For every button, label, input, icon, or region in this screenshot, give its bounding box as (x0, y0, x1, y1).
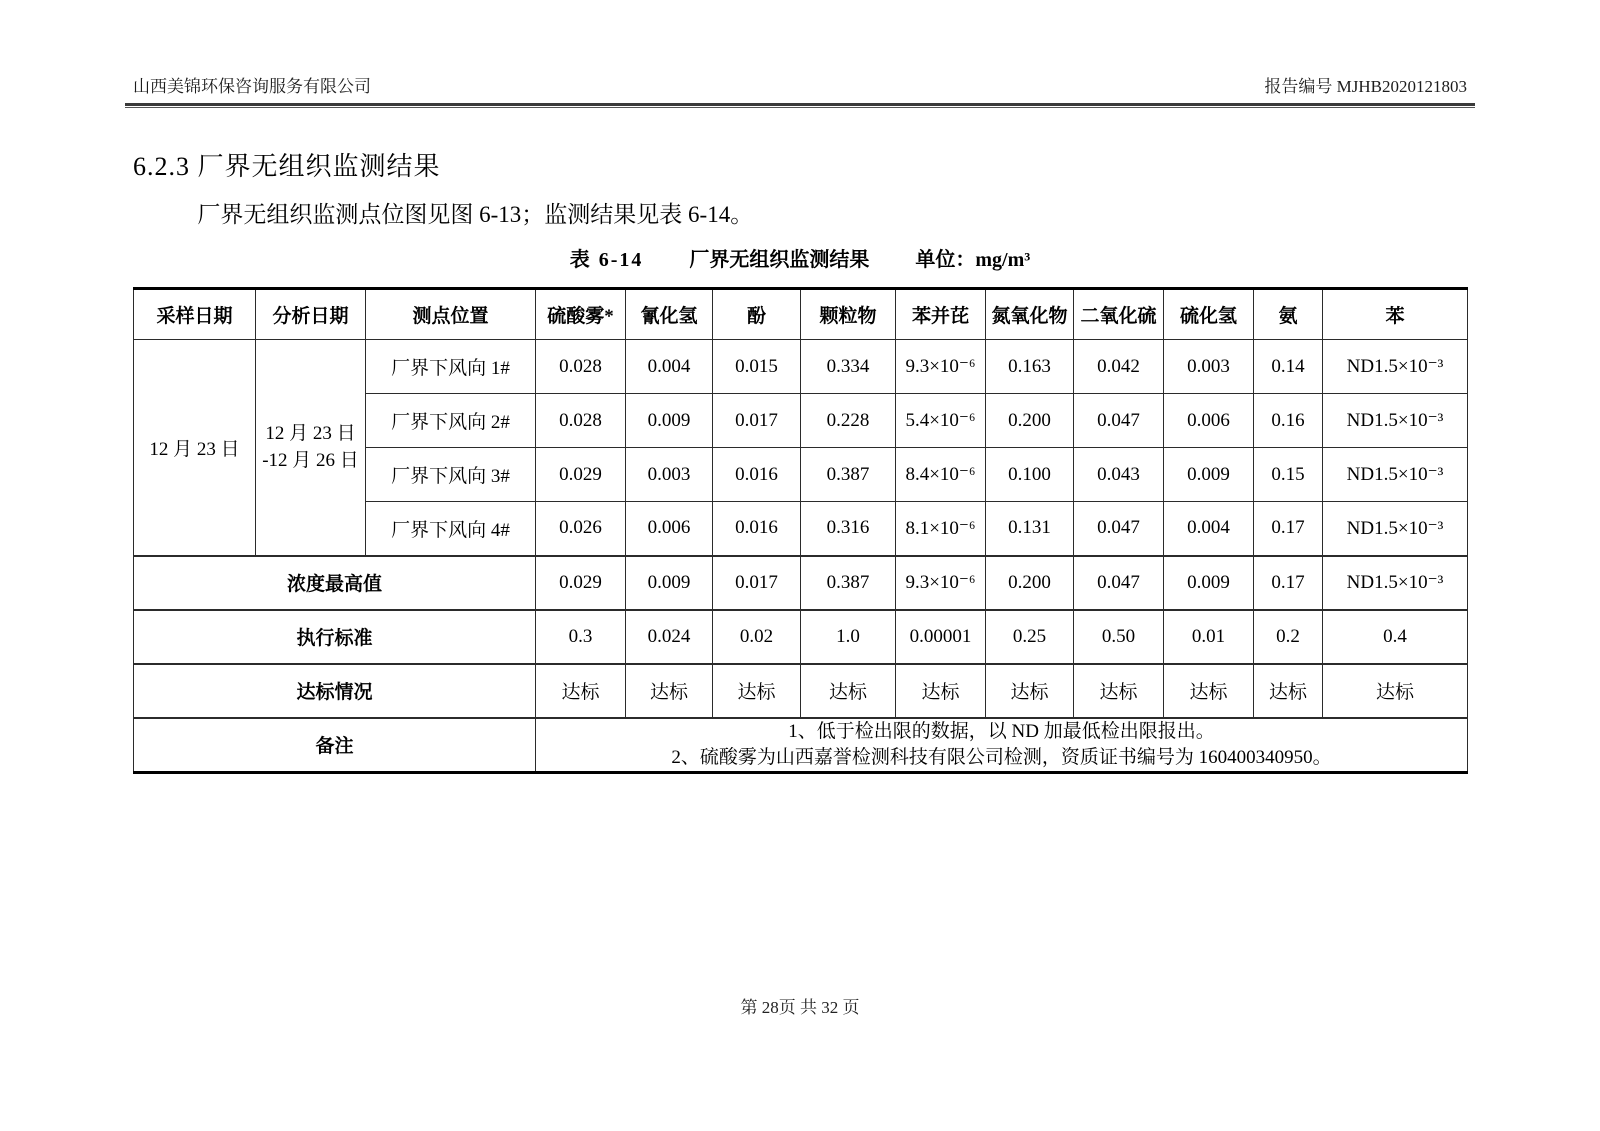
table-row (134, 340, 1468, 394)
value-cell: 0.15 (1254, 448, 1323, 502)
col-header-location: 测点位置 (366, 289, 536, 340)
value-cell: 0.4 (1323, 610, 1468, 664)
table-caption-title: 厂界无组织监测结果 (689, 249, 870, 271)
col-header-benzopyrene: 苯并芘 (896, 289, 986, 340)
value-cell: ND1.5×10⁻³ (1323, 340, 1468, 394)
value-cell: 0.50 (1074, 610, 1164, 664)
remark-line-1: 1、低于检出限的数据，以 ND 加最低检出限报出。 (788, 720, 1215, 742)
value-cell: 0.015 (713, 340, 801, 394)
value-cell: 0.017 (713, 556, 801, 610)
compliance-cell: 达标 (1254, 664, 1323, 718)
compliance-cell: 达标 (1323, 664, 1468, 718)
value-cell: ND1.5×10⁻³ (1323, 448, 1468, 502)
company-name: 山西美锦环保咨询服务有限公司 (133, 77, 371, 96)
value-cell: 0.003 (626, 448, 713, 502)
col-header-sample-date: 采样日期 (134, 289, 256, 340)
table-header-row (134, 289, 1468, 340)
col-header-particulate: 颗粒物 (801, 289, 896, 340)
value-cell: ND1.5×10⁻³ (1323, 502, 1468, 556)
standard-row (134, 610, 1468, 664)
value-cell: 0.009 (1164, 556, 1254, 610)
header-divider (125, 103, 1475, 108)
value-cell: 0.029 (536, 556, 626, 610)
value-cell: 0.3 (536, 610, 626, 664)
compliance-row (134, 664, 1468, 718)
value-cell: 0.009 (1164, 448, 1254, 502)
location-cell: 厂界下风向 4# (366, 502, 536, 556)
location-cell: 厂界下风向 3# (366, 448, 536, 502)
value-cell: 0.387 (801, 556, 896, 610)
col-header-phenol: 酚 (713, 289, 801, 340)
value-cell: 0.006 (1164, 394, 1254, 448)
value-cell: 0.00001 (896, 610, 986, 664)
col-header-so2: 二氧化硫 (1074, 289, 1164, 340)
value-cell: 0.047 (1074, 556, 1164, 610)
col-header-analysis-date: 分析日期 (256, 289, 366, 340)
remark-row-label: 备注 (134, 718, 536, 773)
value-cell: 0.228 (801, 394, 896, 448)
compliance-row-label: 达标情况 (134, 664, 536, 718)
value-cell: 0.004 (626, 340, 713, 394)
col-header-benzene: 苯 (1323, 289, 1468, 340)
col-header-hydrogen-cyanide: 氰化氢 (626, 289, 713, 340)
standard-row-label: 执行标准 (134, 610, 536, 664)
location-cell: 厂界下风向 2# (366, 394, 536, 448)
compliance-cell: 达标 (986, 664, 1074, 718)
value-cell: 0.14 (1254, 340, 1323, 394)
value-cell: 5.4×10⁻⁶ (896, 394, 986, 448)
value-cell: 0.017 (713, 394, 801, 448)
value-cell: 0.200 (986, 394, 1074, 448)
value-cell: 0.387 (801, 448, 896, 502)
value-cell: 0.131 (986, 502, 1074, 556)
max-row-label: 浓度最高值 (134, 556, 536, 610)
table-wrapper (133, 287, 1468, 774)
value-cell: 0.047 (1074, 502, 1164, 556)
value-cell: 9.3×10⁻⁶ (896, 340, 986, 394)
monitoring-table (133, 287, 1468, 774)
value-cell: 0.047 (1074, 394, 1164, 448)
section-heading: 6.2.3 厂界无组织监测结果 (133, 152, 441, 181)
value-cell: 0.024 (626, 610, 713, 664)
value-cell: 0.004 (1164, 502, 1254, 556)
value-cell: 0.042 (1074, 340, 1164, 394)
value-cell: 0.334 (801, 340, 896, 394)
remark-line-2: 2、硫酸雾为山西嘉誉检测科技有限公司检测，资质证书编号为 160400340950。 (671, 746, 1332, 768)
value-cell: 8.4×10⁻⁶ (896, 448, 986, 502)
remark-content (536, 718, 1468, 773)
value-cell: 0.028 (536, 340, 626, 394)
value-cell: 0.043 (1074, 448, 1164, 502)
compliance-cell: 达标 (1164, 664, 1254, 718)
table-caption-label: 表 6-14 (569, 249, 644, 271)
value-cell: 0.25 (986, 610, 1074, 664)
value-cell: 0.2 (1254, 610, 1323, 664)
value-cell: 0.028 (536, 394, 626, 448)
value-cell: 0.316 (801, 502, 896, 556)
value-cell: 0.029 (536, 448, 626, 502)
value-cell: 0.02 (713, 610, 801, 664)
location-cell: 厂界下风向 1# (366, 340, 536, 394)
page-number: 第 28页 共 32 页 (740, 998, 860, 1017)
report-number: 报告编号 MJHB2020121803 (1264, 77, 1467, 96)
max-concentration-row (134, 556, 1468, 610)
col-header-nox: 氮氧化物 (986, 289, 1074, 340)
analysis-date-cell (256, 340, 366, 556)
compliance-cell: 达标 (626, 664, 713, 718)
value-cell: ND1.5×10⁻³ (1323, 394, 1468, 448)
value-cell: 0.200 (986, 556, 1074, 610)
sample-date-cell: 12 月 23 日 (134, 340, 256, 556)
compliance-cell: 达标 (1074, 664, 1164, 718)
value-cell: 0.009 (626, 394, 713, 448)
remark-row (134, 718, 1468, 773)
value-cell: 1.0 (801, 610, 896, 664)
value-cell: 0.17 (1254, 556, 1323, 610)
value-cell: 0.01 (1164, 610, 1254, 664)
table-caption (133, 243, 1467, 272)
value-cell: 0.163 (986, 340, 1074, 394)
analysis-date-line1: 12 月 23 日 (265, 423, 356, 445)
compliance-cell: 达标 (801, 664, 896, 718)
value-cell: 0.009 (626, 556, 713, 610)
analysis-date-line2: -12 月 26 日 (262, 450, 359, 472)
value-cell: 0.16 (1254, 394, 1323, 448)
value-cell: 8.1×10⁻⁶ (896, 502, 986, 556)
col-header-h2s: 硫化氢 (1164, 289, 1254, 340)
value-cell: 0.016 (713, 448, 801, 502)
value-cell: 9.3×10⁻⁶ (896, 556, 986, 610)
section-paragraph: 厂界无组织监测点位图见图 6-13；监测结果见表 6-14。 (197, 202, 754, 227)
value-cell: 0.006 (626, 502, 713, 556)
table-caption-unit: 单位：mg/m³ (915, 249, 1031, 271)
col-header-ammonia: 氨 (1254, 289, 1323, 340)
value-cell: 0.003 (1164, 340, 1254, 394)
doc-header (125, 72, 1475, 108)
value-cell: 0.016 (713, 502, 801, 556)
value-cell: ND1.5×10⁻³ (1323, 556, 1468, 610)
value-cell: 0.026 (536, 502, 626, 556)
col-header-sulfuric-mist: 硫酸雾* (536, 289, 626, 340)
compliance-cell: 达标 (713, 664, 801, 718)
value-cell: 0.100 (986, 448, 1074, 502)
value-cell: 0.17 (1254, 502, 1323, 556)
compliance-cell: 达标 (896, 664, 986, 718)
compliance-cell: 达标 (536, 664, 626, 718)
